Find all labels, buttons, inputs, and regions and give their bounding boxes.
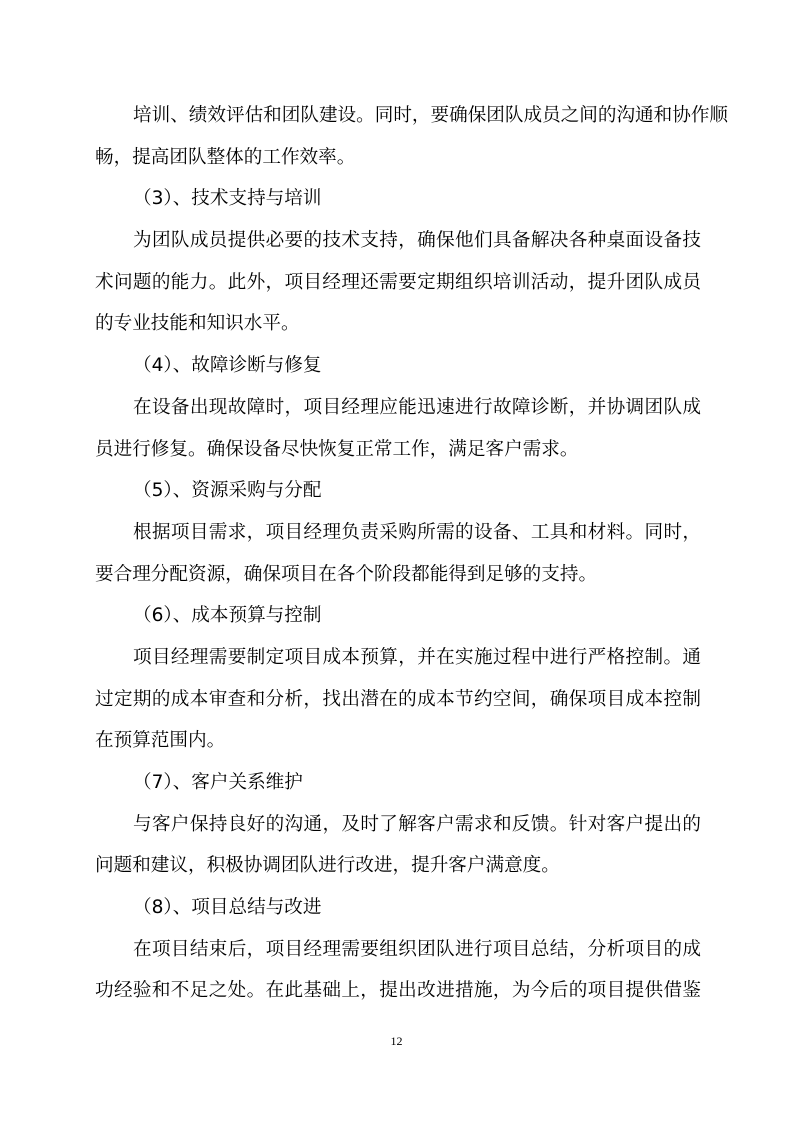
text-line: 功经验和不足之处。在此基础上，提出改进措施，为今后的项目提供借鉴: [95, 980, 701, 1002]
section-heading: [95, 473, 701, 515]
paragraph: [95, 98, 729, 181]
text-line: 要合理分配资源，确保项目在各个阶段都能得到足够的支持。: [95, 563, 598, 585]
text-line: 项目经理需要制定项目成本预算，并在实施过程中进行严格控制。通: [133, 646, 701, 668]
text-line: （4）、故障诊断与修复: [133, 355, 322, 377]
text-line: （7）、客户关系维护: [133, 772, 303, 793]
text-line: 为团队成员提供必要的技术支持，确保他们具备解决各种桌面设备技: [133, 230, 701, 252]
page-number: 12: [390, 1034, 403, 1048]
section-heading: [95, 348, 701, 390]
text-line: （5）、资源采购与分配: [133, 480, 322, 502]
text-line: 员进行修复。确保设备尽快恢复正常工作，满足客户需求。: [95, 438, 579, 460]
text-line: 在预算范围内。: [95, 730, 226, 752]
text-line: （3）、技术支持与培训: [133, 188, 322, 210]
text-line: 术问题的能力。此外，项目经理还需要定期组织培训活动，提升团队成员: [95, 271, 701, 293]
section-heading: [95, 181, 701, 223]
text-line: 在设备出现故障时，项目经理应能迅速进行故障诊断，并协调团队成: [133, 396, 701, 418]
paragraph: [95, 515, 701, 598]
text-line: 根据项目需求，项目经理负责采购所需的设备、工具和材料。同时，: [133, 521, 701, 543]
text-line: 与客户保持良好的沟通，及时了解客户需求和反馈。针对客户提出的: [133, 813, 701, 835]
paragraph: [95, 640, 701, 765]
text-line: 的专业技能和知识水平。: [95, 313, 300, 335]
paragraph: [95, 807, 701, 890]
paragraph: [95, 932, 701, 1015]
paragraph: [95, 390, 701, 473]
section-heading: [95, 765, 701, 807]
document-body: [95, 98, 729, 1015]
text-line: 培训、绩效评估和团队建设。同时，要确保团队成员之间的沟通和协作顺: [133, 105, 729, 126]
section-heading: [95, 598, 701, 640]
section-heading: [95, 890, 701, 932]
text-line: 畅，提高团队整体的工作效率。: [95, 146, 356, 168]
text-line: 在项目结束后，项目经理需要组织团队进行项目总结，分析项目的成: [133, 938, 701, 960]
paragraph: [95, 223, 701, 348]
text-line: （6）、成本预算与控制: [133, 605, 322, 627]
text-line: 过定期的成本审查和分析，找出潜在的成本节约空间，确保项目成本控制: [95, 688, 701, 710]
text-line: （8）、项目总结与改进: [133, 897, 322, 919]
text-line: 问题和建议，积极协调团队进行改进，提升客户满意度。: [95, 855, 560, 877]
